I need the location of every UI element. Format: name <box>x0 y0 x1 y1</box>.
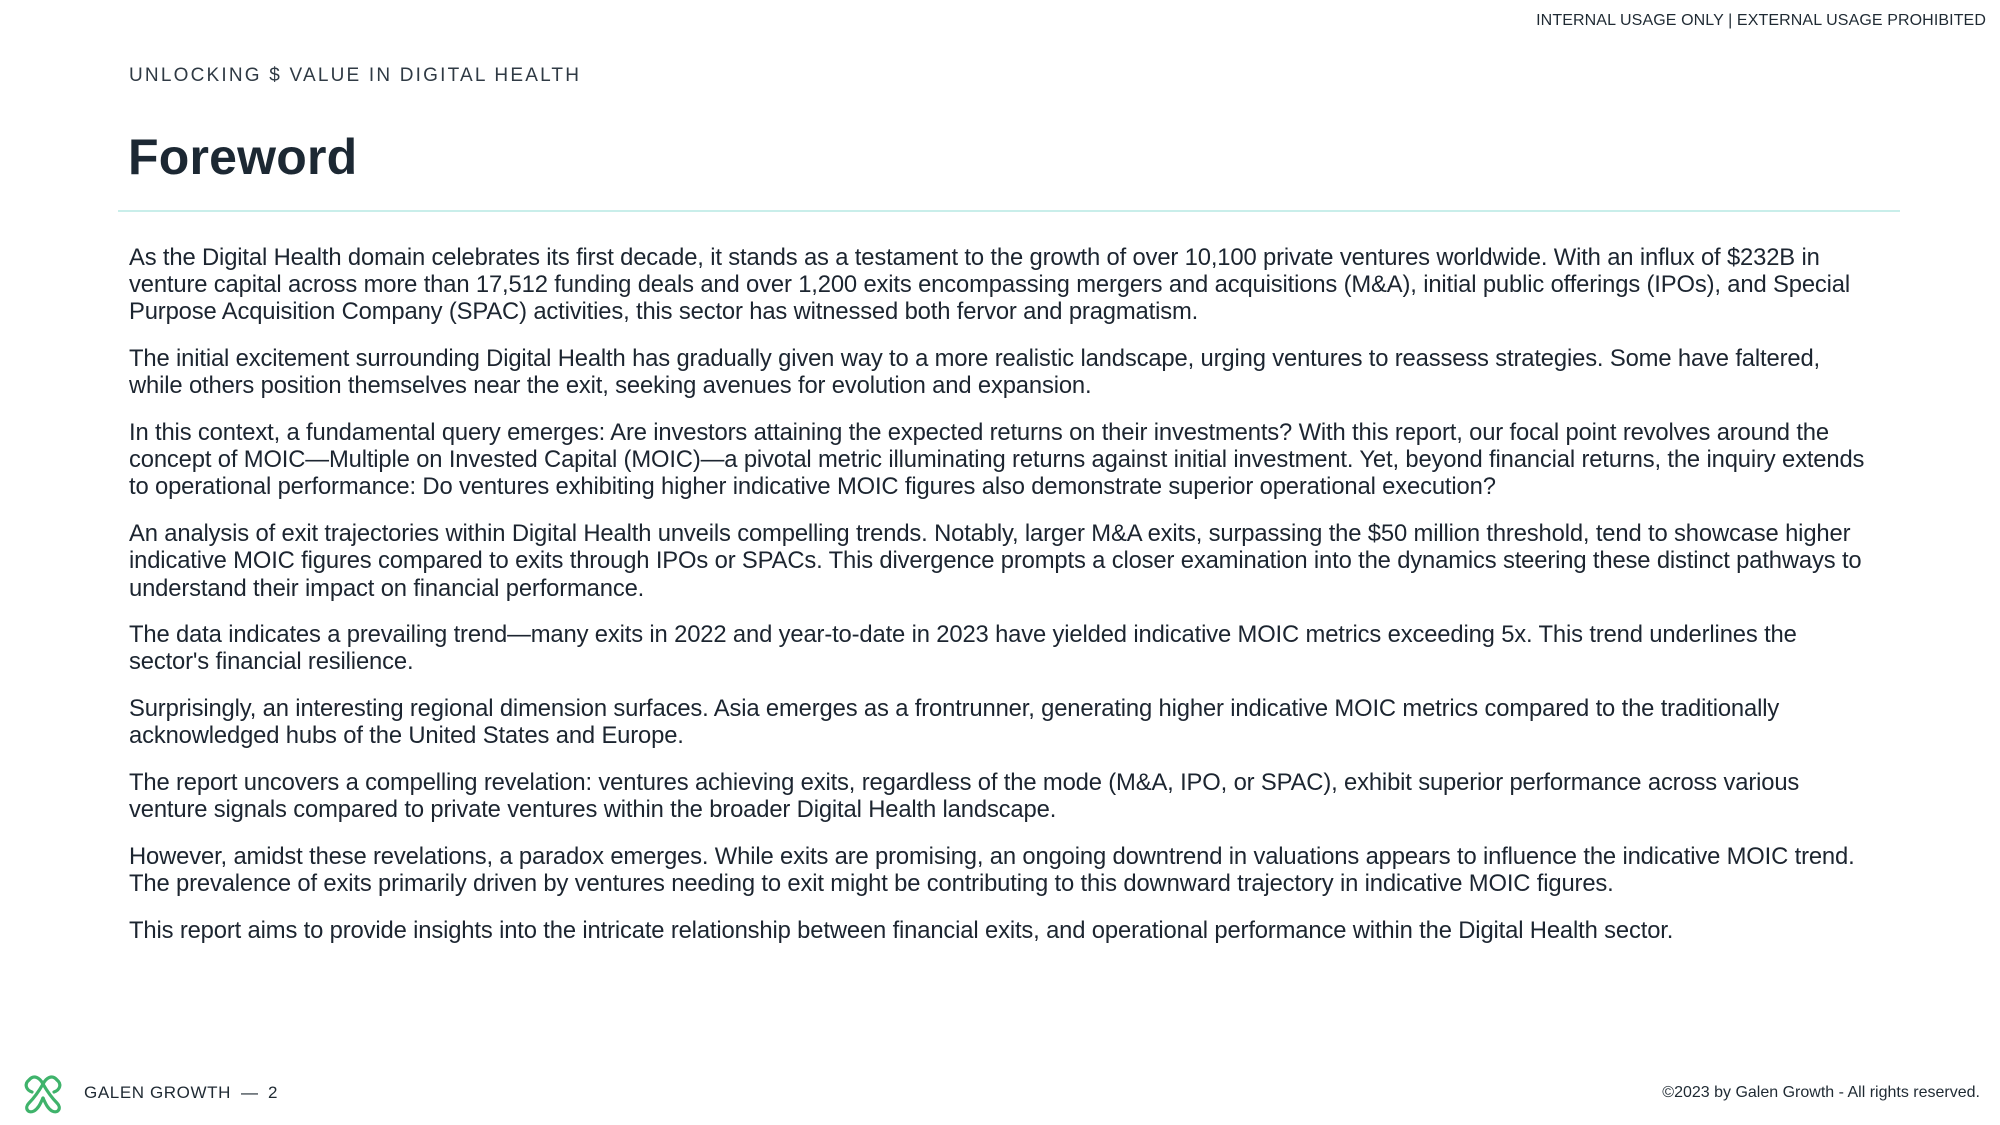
body-paragraph: As the Digital Health domain celebrates its first decade, it stands as a testament to the growth of over 10,100 private ventures worldwide. With an influx of $232B in venture capital across more than 17,512 funding deals and over 1,200 exits encompassing mergers and acquisitions (M&A), initial public offerings (IPOs), and Special Purpose Acquisition Company (SPAC) activities, this sector has witnessed both fervor and pragmatism. <box>129 244 1851 326</box>
page-number: 2 <box>268 1083 278 1102</box>
body-paragraph: The initial excitement surrounding Digital Health has gradually given way to a more realistic landscape, urging ventures to reassess strategies. Some have faltered, while others position themselves near the exit, seeking avenues for evolution and expansion. <box>129 345 1820 400</box>
copyright-notice: ©2023 by Galen Growth - All rights reserved. <box>1662 1084 1980 1101</box>
report-kicker: UNLOCKING $ VALUE IN DIGITAL HEALTH <box>129 65 582 86</box>
footer-brand <box>20 1070 277 1116</box>
page-title: Foreword <box>128 129 358 185</box>
body-paragraph: Surprisingly, an interesting regional dimension surfaces. Asia emerges as a frontrunner, generating higher indicative MOIC metrics compared to the traditionally acknowledged hubs of the United States and Europe. <box>129 695 1780 750</box>
body-paragraph: The report uncovers a compelling revelation: ventures achieving exits, regardless of the mode (M&A, IPO, or SPAC), exhibit superior performance across various venture signals compared to private ventures within the broader Digital Health landscape. <box>129 769 1800 824</box>
usage-notice: INTERNAL USAGE ONLY | EXTERNAL USAGE PROHIBITED <box>1536 12 1986 29</box>
body-paragraph: However, amidst these revelations, a paradox emerges. While exits are promising, an ongoing downtrend in valuations appears to influence the indicative MOIC trend. The prevalence of exits primarily driven by ventures needing to exit might be contributing to this downward trajectory in indicative MOIC figures. <box>129 842 1855 898</box>
foreword-body <box>129 244 1874 964</box>
galen-growth-logo-icon <box>20 1070 66 1116</box>
title-divider <box>118 210 1900 212</box>
body-paragraph: An analysis of exit trajectories within Digital Health unveils compelling trends. Notably, larger M&A exits, surpassing the $50 million threshold, tend to showcase higher indicative MOIC figures compared to exits through IPOs or SPACs. This divergence prompts a closer examination into the dynamics steering these distinct pathways to understand their impact on financial performance. <box>129 520 1862 602</box>
footer-separator: — <box>241 1083 258 1102</box>
footer-brand-name: GALEN GROWTH <box>84 1083 231 1102</box>
body-paragraph: This report aims to provide insights into the intricate relationship between financial exits, and operational performance within the Digital Health sector. <box>129 916 1674 944</box>
body-paragraph: In this context, a fundamental query emerges: Are investors attaining the expected returns on their investments? With this report, our focal point revolves around the concept of MOIC—Multiple on Invested Capital (MOIC)—a pivotal metric illuminating returns against initial investment. Yet, beyond financial returns, the inquiry extends to operational performance: Do ventures exhibiting higher indicative MOIC figures also demonstrate superior operational execution? <box>129 419 1865 501</box>
body-paragraph: The data indicates a prevailing trend—many exits in 2022 and year-to-date in 2023 have yielded indicative MOIC metrics exceeding 5x. This trend underlines the sector's financial resilience. <box>129 621 1797 676</box>
